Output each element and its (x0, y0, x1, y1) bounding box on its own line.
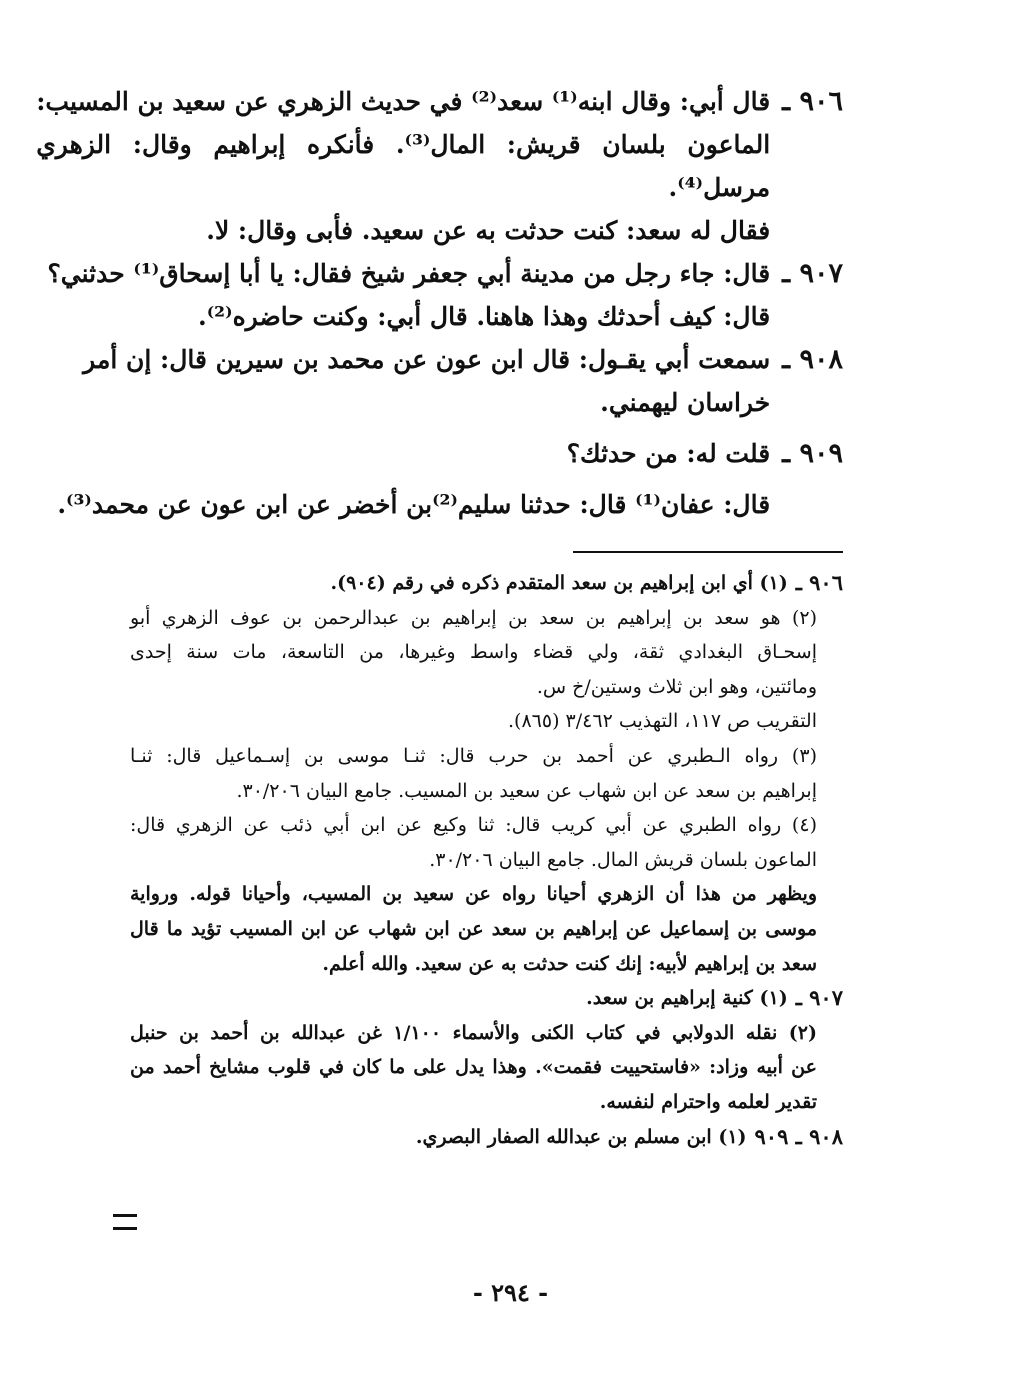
footnote-906-2 (130, 601, 843, 739)
main-text (36, 80, 843, 526)
footnote-line: موسى بن إسماعيل عن إبراهيم بن سعد عن ابن شهاب عن ابن المسيب تؤيد ما قال (130, 917, 817, 940)
footnote-line: إسحـاق البغدادي ثقة، ولي قضاء واسط وغيرها، من التاسعة، مات سنة إحدى (130, 641, 817, 664)
text-line: قلت له: من حدثك؟ (566, 439, 771, 468)
text-line: قال: كيف أحدثك وهذا هاهنا. قال أبي: وكنت حاضره⁽²⁾. (198, 302, 771, 331)
page-number: - ٢٩٤ - (472, 1278, 549, 1307)
footnote-907 (130, 981, 843, 1016)
text-line: الماعون بلسان قريش: المال⁽³⁾. فأنكره إبراهيم وقال: الزهري (36, 130, 771, 159)
footnote-908-909 (130, 1120, 843, 1155)
footnote-906-4 (130, 808, 843, 981)
footnote-line: سعد بن إبراهيم لأبيه: إنك كنت حدثت به عن سعيد. والله أعلم. (322, 952, 817, 975)
text-line: سمعت أبي يقـول: قال ابن عون عن محمد بن سيرين قال: إن أمر (83, 345, 771, 374)
footnote-line: (٣) رواه الـطبري عن أحمد بن حرب قال: ثنـا موسى بن إسـماعيل قال: ثنـا (130, 744, 817, 767)
footnote-line: تقدير لعلمه واحترام لنفسه. (599, 1090, 817, 1113)
footnotes (130, 566, 843, 1154)
text-line: مرسل⁽⁴⁾. (668, 173, 771, 202)
footnote-line: الماعون بلسان قريش المال. جامع البيان ٣٠/٢٠٦. (429, 848, 817, 871)
footnote-line: (١) ابن مسلم بن عبدالله الصفار البصري. (415, 1125, 747, 1148)
margin-mark (113, 1214, 137, 1230)
footnote-line: (٢) هو سعد بن إبراهيم بن سعد بن إبراهيم بن عبدالرحمن بن عوف الزهري أبو (130, 606, 817, 629)
text-line: خراسان ليهمني. (600, 388, 771, 417)
footnote-number: ٩٠٧ ـ (795, 985, 843, 1011)
footnote-906 (130, 566, 843, 601)
footnote-line: (١) كنية إبراهيم بن سعد. (586, 987, 788, 1010)
entry-908 (83, 338, 843, 424)
footnote-906-3 (130, 739, 843, 808)
text-line: فقال له سعد: كنت حدثت به عن سعيد. فأبى وقال: لا. (206, 216, 771, 245)
footnote-number: ٩٠٦ ـ (795, 570, 843, 595)
footnote-line: (٢) نقله الدولابي في كتاب الكنى والأسماء ١/١٠٠ غن عبدالله بن أحمد بن حنبل (130, 1021, 817, 1044)
entry-907 (47, 252, 843, 338)
entry-number: ٩٠٦ ـ (782, 86, 843, 117)
footnote-line: (٤) رواه الطبري عن أبي كريب قال: ثنا وكيع عن ابن أبي ذئب عن الزهري قال: (130, 814, 817, 837)
footnote-line: ويظهر من هذا أن الزهري أحيانا رواه عن سعيد بن المسيب، وأحيانا قوله. ورواية (130, 883, 817, 906)
footnote-line: عن أبيه وزاد: «فاستحييت فقمت». وهذا يدل على ما كان في قلوب مشايخ أحمد من (130, 1056, 817, 1079)
footnote-907-2 (130, 1016, 843, 1120)
footnote-separator (573, 551, 843, 553)
text-line: قال: عفان⁽¹⁾ قال: حدثنا سليم⁽²⁾بن أخضر عن ابن عون عن محمد⁽³⁾. (57, 490, 771, 519)
footnote-number: ٩٠٨ ـ ٩٠٩ (754, 1123, 843, 1149)
footnote-line: ومائتين، وهو ابن ثلاث وستين/خ س. (536, 675, 817, 698)
footnote-line: التقريب ص ١١٧، التهذيب ٣/٤٦٢ (٨٦٥). (508, 710, 817, 733)
entry-909 (57, 432, 843, 526)
entry-906 (36, 80, 843, 252)
entry-number: ٩٠٧ ـ (782, 258, 843, 289)
entry-number: ٩٠٩ ـ (782, 438, 843, 469)
footnote-line: (١) أي ابن إبراهيم بن سعد المتقدم ذكره في رقم (٩٠٤). (330, 572, 788, 594)
text-line: قال أبي: وقال ابنه⁽¹⁾ سعد⁽²⁾ في حديث الزهري عن سعيد بن المسيب: (36, 87, 771, 116)
text-line: قال: جاء رجل من مدينة أبي جعفر شيخ فقال: يا أبا إسحاق⁽¹⁾ حدثني؟ (47, 259, 771, 288)
entry-number: ٩٠٨ ـ (782, 344, 843, 375)
footnote-line: إبراهيم بن سعد عن ابن شهاب عن سعيد بن المسيب. جامع البيان ٣٠/٢٠٦. (236, 779, 817, 802)
